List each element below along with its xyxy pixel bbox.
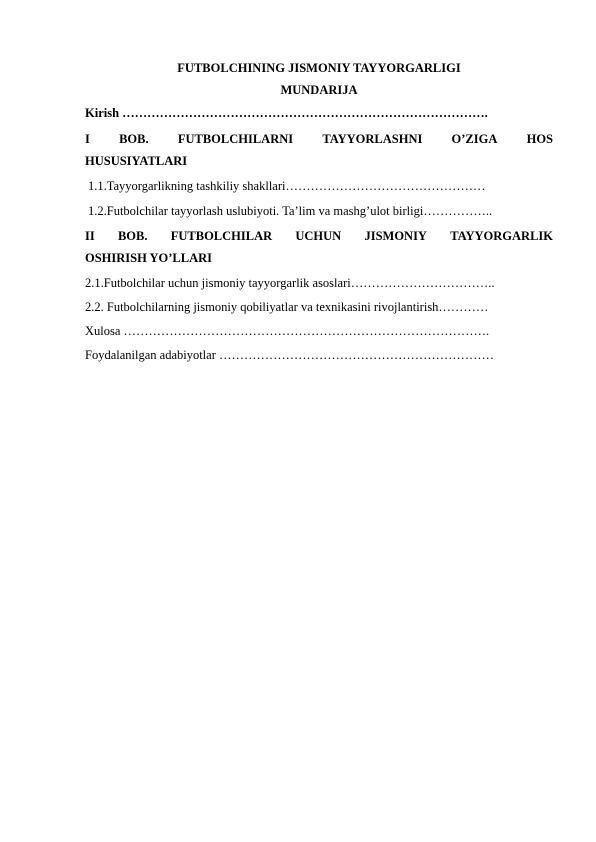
toc-entry-2-1: 2.1.Futbolchilar uchun jismoniy tayyorgarlik asoslari…………………………….. [85, 276, 495, 290]
toc-entry-references: Foydalanilgan adabiyotlar ………………………………………………………… [85, 348, 494, 362]
toc-chapter-1-line-2: HUSUSIYATLARI [85, 154, 188, 168]
toc-entry-1-2: 1.2.Futbolchilar tayyorlash uslubiyoti. Ta’lim va mashg’ulot birligi…………….. [88, 204, 493, 218]
toc-chapter-2-word: II [85, 229, 95, 243]
toc-chapter-2-word: UCHUN [295, 229, 342, 243]
toc-chapter-1-word: I [85, 132, 90, 146]
toc-chapter-2-line-2: OSHIRISH YO’LLARI [85, 251, 212, 265]
toc-chapter-2-word: BOB. [117, 229, 148, 243]
toc-chapter-1-word: BOB. [119, 132, 149, 146]
toc-chapter-1-word: HOS [526, 132, 553, 146]
toc-chapter-1-word: O’ZIGA [451, 132, 498, 146]
toc-chapter-2-word: TAYYORGARLIK [450, 229, 553, 243]
toc-chapter-1-word: FUTBOLCHILARNI [177, 132, 294, 146]
toc-entry-1-1: 1.1.Tayyorgarlikning tashkiliy shakllari………………………………………… [88, 179, 486, 193]
toc-entry-2-2: 2.2. Futbolchilarning jismoniy qobiliyatlar va texnikasini rivojlantirish………… [85, 300, 489, 314]
toc-chapter-1-word: TAYYORLASHNI [322, 132, 423, 146]
toc-chapter-2-word: FUTBOLCHILAR [170, 229, 273, 243]
toc-chapter-1-line-1 [85, 131, 553, 147]
toc-heading: MUNDARIJA [280, 83, 358, 97]
toc-chapter-2-word: JISMONIY [364, 229, 427, 243]
document-title: FUTBOLCHINING JISMONIY TAYYORGARLIGI [177, 61, 461, 75]
toc-entry-intro: Kirish ……………………………………………………………………………. [85, 106, 488, 120]
toc-entry-conclusion: Xulosa ……………………………………………………………………………. [85, 324, 490, 338]
toc-chapter-2-line-1 [85, 228, 553, 244]
